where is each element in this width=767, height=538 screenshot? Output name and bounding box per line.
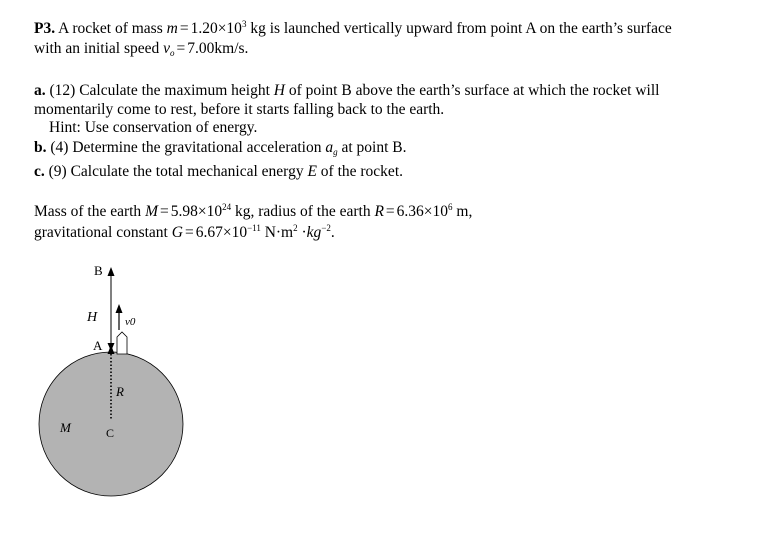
label-A: A [93,338,103,353]
arrow-up-surface-icon [108,345,115,354]
mass-symbol: m [166,20,178,37]
speed-symbol: v [163,40,171,57]
velocity-arrow-icon [116,304,123,313]
part-b: b. (4) Determine the gravitational acceleration $a_g$ at point B. [34,139,407,157]
problem-line-1: P3. A rocket of mass $m = 1.20\times 10^3$ kg is launched vertically upward from point A on the earth’s surface [34,19,672,37]
problem-line-2: with an initial speed $v_o = 7.00km/s$. [34,40,249,58]
label-C: C [106,426,115,440]
label-M: M [60,420,71,435]
constants-line-2: gravitational constant $G = 6.67\times 10^{-11}$ $N\cdot m^2 \cdot kg^{-2}$. [34,223,335,241]
label-v0: v0 [125,316,136,328]
label-R: R [116,384,124,399]
part-a-hint: Hint: Use conservation of energy. [49,119,258,136]
part-a-line-1: a. (12) Calculate the maximum height H of point B above the earth’s surface at which the rocket will [34,82,660,99]
label-H: H [87,310,98,325]
part-a-line-2: momentarily come to rest, before it starts falling back to the earth. [34,101,445,118]
arrow-up-B-icon [108,267,115,276]
constants-line-1: Mass of the earth $M = 5.98\times 10^{24}$ kg, radius of the earth $R = 6.36\times 10^6$ m, [34,202,473,220]
problem-label: P3. [34,20,56,37]
label-B: B [94,263,103,278]
rocket-icon [117,332,127,354]
part-c: c. (9) Calculate the total mechanical energy E of the rocket. [34,163,403,180]
